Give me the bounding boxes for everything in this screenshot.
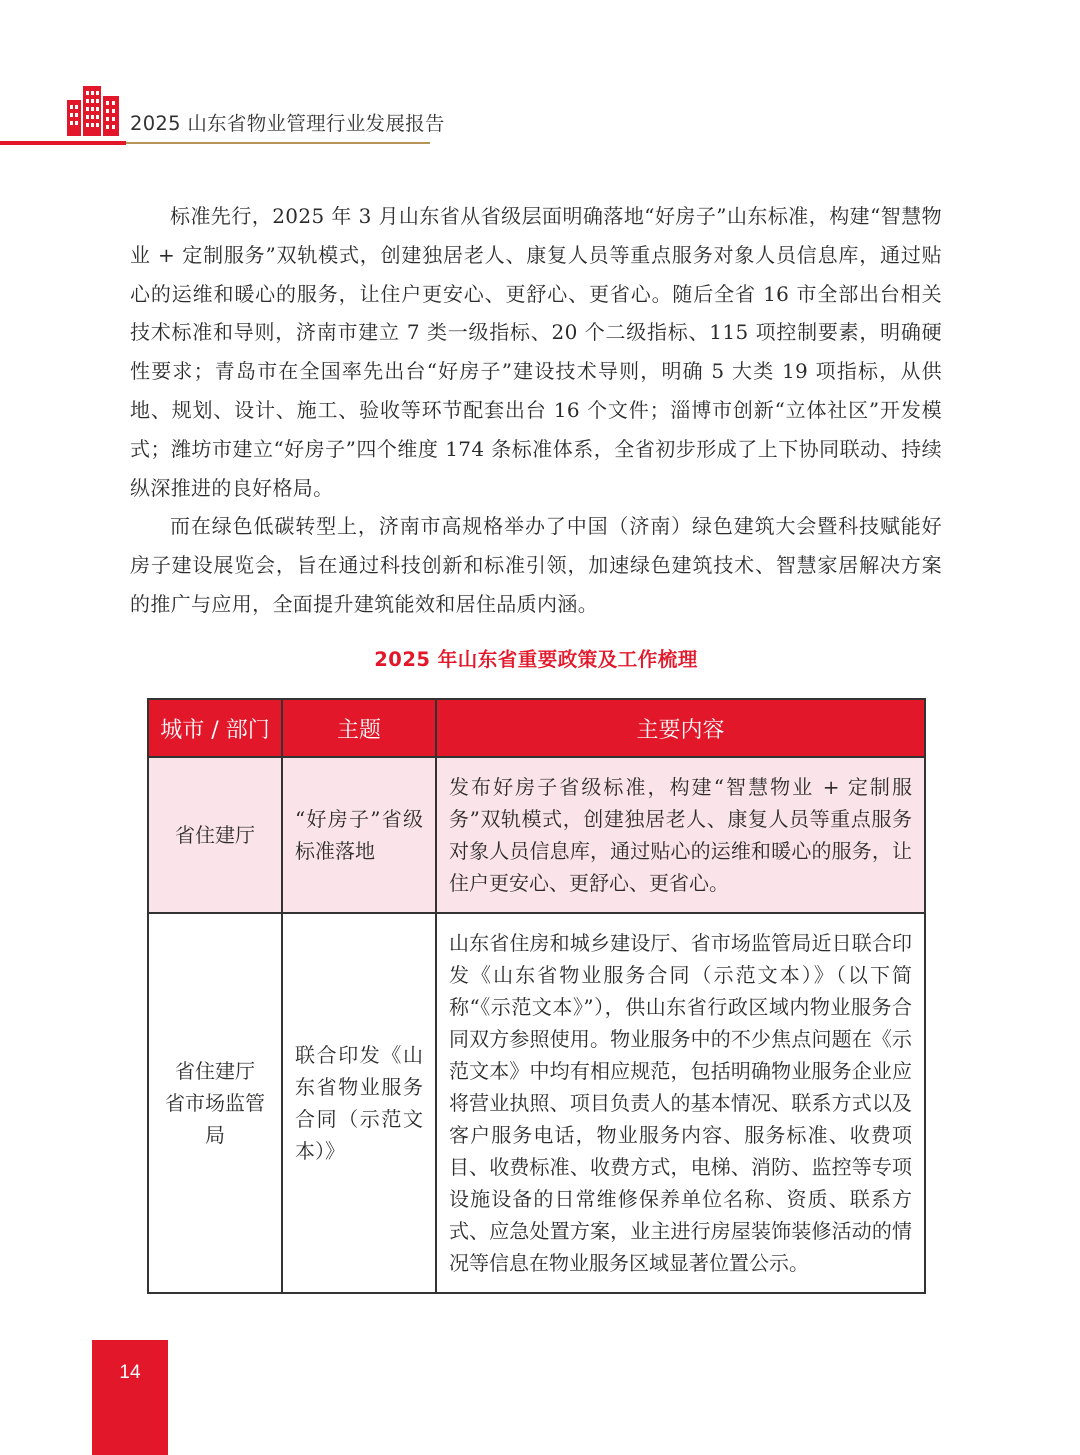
report-title: 2025 山东省物业管理行业发展报告 [130, 112, 445, 135]
policy-table [147, 698, 926, 1294]
table-row [148, 913, 925, 1293]
city-line: 省住建厅 [175, 823, 255, 847]
page-header [0, 82, 445, 146]
content-cell: 发布好房子省级标准，构建“智慧物业 + 定制服务”双轨模式，创建独居老人、康复人员等重点服务对象人员信息库，通过贴心的运维和暖心的服务，让住户更安心、更舒心、更省心。 [436, 757, 925, 913]
city-cell [148, 757, 282, 913]
header-rule-gold [126, 142, 430, 144]
building-icon [67, 86, 119, 136]
content-cell: 山东省住房和城乡建设厅、省市场监管局近日联合印发《山东省物业服务合同（示范文本）》（以下简称“《示范文本》”），供山东省行政区域内物业服务合同双方参照使用。物业服务中的不少焦点问题在《示范文本》中均有相应规范，包括明确物业服务企业应将营业执照、项目负责人的基本情况、联系方式以及客户服务电话，物业服务内容、服务标准、收费项目、收费标准、收费方式，电梯、消防、监控等专项设施设备的日常维修保养单位名称、资质、联系方式、应急处置方案，业主进行房屋装饰装修活动的情况等信息在物业服务区域显著位置公示。 [436, 913, 925, 1293]
city-line: 省住建厅 [175, 1059, 255, 1083]
topic-cell: “好房子”省级标准落地 [282, 757, 436, 913]
header-rule-red [0, 141, 126, 145]
topic-cell: 联合印发《山东省物业服务合同（示范文本）》 [282, 913, 436, 1293]
column-header-content: 主要内容 [436, 699, 925, 757]
city-line: 局 [205, 1123, 225, 1147]
paragraph: 标准先行，2025 年 3 月山东省从省级层面明确落地“好房子”山东标准，构建“智慧物业 + 定制服务”双轨模式，创建独居老人、康复人员等重点服务对象人员信息库，通过贴心的运维和暖心的服务，让住户更安心、更舒心、更省心。随后全省 16 市全部出台相关技术标准和导则，济南市建立 7 类一级指标、20 个二级指标、115 项控制要素，明确硬性要求；青岛市在全国率先出台“好房子”建设技术导则，明确 5 大类 19 项指标，从供地、规划、设计、施工、验收等环节配套出台 16 个文件；淄博市创新“立体社区”开发模式；潍坊市建立“好房子”四个维度 174 条标准体系，全省初步形成了上下协同联动、持续纵深推进的良好格局。 [130, 204, 942, 500]
page-number-tab [92, 1340, 168, 1455]
column-header-topic: 主题 [282, 699, 436, 757]
city-line: 省市场监管 [165, 1091, 265, 1115]
table-header-row [148, 699, 925, 757]
city-cell [148, 913, 282, 1293]
table-row [148, 757, 925, 913]
column-header-city: 城市 / 部门 [148, 699, 282, 757]
paragraph: 而在绿色低碳转型上，济南市高规格举办了中国（济南）绿色建筑大会暨科技赋能好房子建设展览会，旨在通过科技创新和标准引领，加速绿色建筑技术、智慧家居解决方案的推广与应用，全面提升建筑能效和居住品质内涵。 [130, 514, 942, 616]
page-number: 14 [119, 1362, 141, 1383]
table-caption: 2025 年山东省重要政策及工作梳理 [374, 648, 698, 671]
body-text [130, 197, 942, 624]
